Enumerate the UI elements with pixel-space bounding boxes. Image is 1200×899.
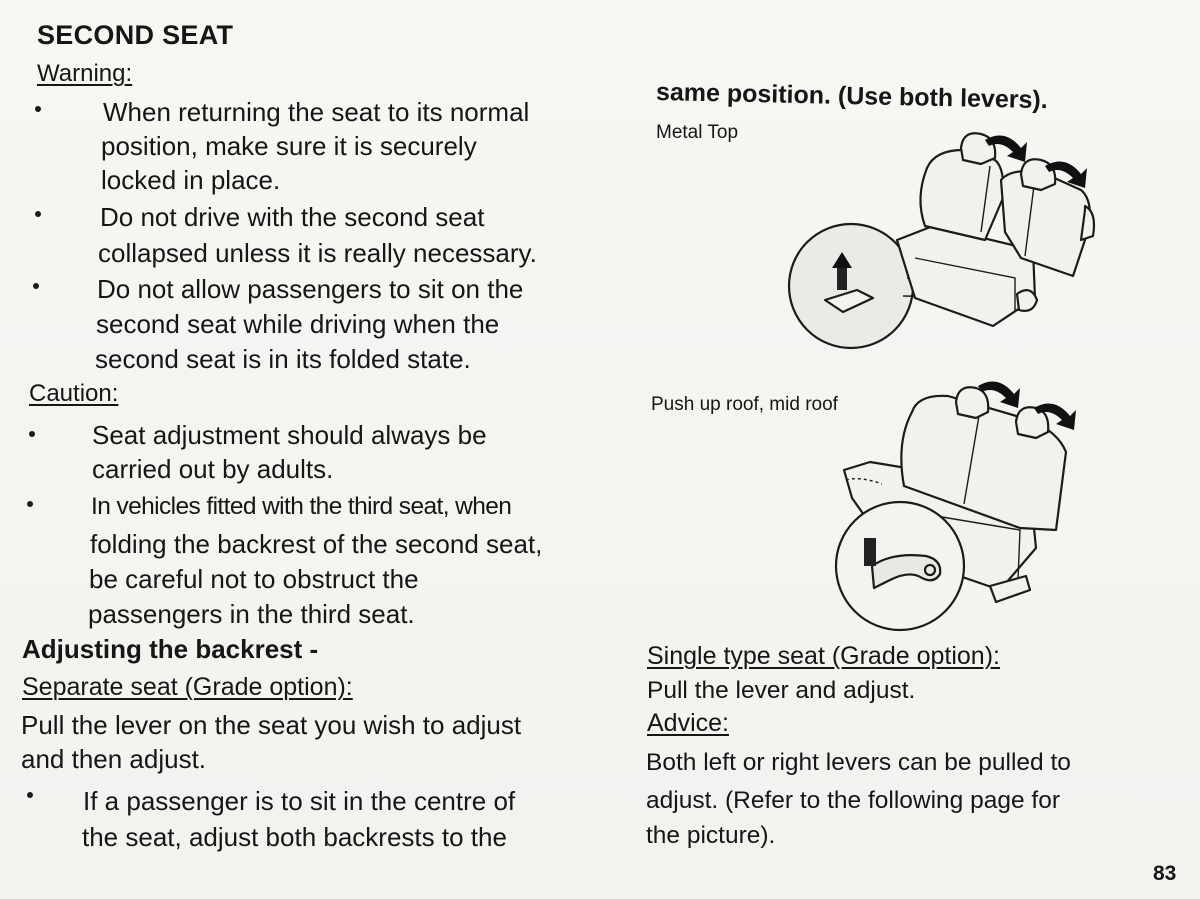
bullet-dot bbox=[29, 431, 35, 437]
caution-label: Caution: bbox=[29, 380, 119, 407]
separate-text-line-1: Pull the lever on the seat you wish to adjust bbox=[21, 710, 522, 740]
page-number: 83 bbox=[1153, 862, 1177, 885]
warning-bullet-3-line-2: second seat while driving when the bbox=[96, 309, 500, 339]
caution-bullet-2-line-4: passengers in the third seat. bbox=[88, 599, 415, 629]
separate-seat-label: Separate seat (Grade option): bbox=[22, 673, 353, 701]
advice-text-line-2: adjust. (Refer to the following page for bbox=[646, 787, 1061, 814]
bullet-dot bbox=[27, 501, 33, 507]
separate-bullet-line-2: the seat, adjust both backrests to the bbox=[82, 822, 507, 852]
warning-bullet-3-line-3: second seat is in its folded state. bbox=[95, 344, 471, 374]
advice-text-line-3: the picture). bbox=[646, 822, 776, 849]
figure-1-caption: Metal Top bbox=[656, 122, 739, 143]
warning-bullet-2-line-2: collapsed unless it is really necessary. bbox=[98, 238, 537, 268]
right-top-text: same position. (Use both levers). bbox=[655, 78, 1048, 115]
warning-bullet-2-line-1: Do not drive with the second seat bbox=[100, 202, 485, 232]
push-up-roof-seat-illustration bbox=[830, 380, 1090, 630]
single-seat-label: Single type seat (Grade option): bbox=[647, 642, 1000, 670]
caution-bullet-2-line-1: In vehicles fitted with the third seat, when bbox=[91, 493, 512, 520]
warning-bullet-1-line-1: When returning the seat to its normal bbox=[103, 97, 530, 127]
backrest-heading: Adjusting the backrest - bbox=[22, 634, 319, 664]
warning-bullet-3-line-1: Do not allow passengers to sit on the bbox=[97, 274, 524, 304]
advice-text-line-1: Both left or right levers can be pulled to bbox=[646, 749, 1071, 776]
caution-bullet-1-line-1: Seat adjustment should always be bbox=[92, 420, 487, 450]
separate-bullet-line-1: If a passenger is to sit in the centre of bbox=[83, 786, 516, 816]
warning-bullet-1-line-3: locked in place. bbox=[101, 165, 281, 195]
bullet-dot bbox=[27, 792, 33, 798]
metal-top-seat-illustration bbox=[785, 128, 1105, 368]
caution-bullet-2-line-3: be careful not to obstruct the bbox=[89, 564, 419, 594]
separate-text-line-2: and then adjust. bbox=[21, 744, 207, 774]
section-title: SECOND SEAT bbox=[37, 20, 234, 50]
caution-bullet-2-line-2: folding the backrest of the second seat, bbox=[90, 529, 543, 559]
single-seat-text: Pull the lever and adjust. bbox=[647, 677, 916, 704]
warning-bullet-1-line-2: position, make sure it is securely bbox=[101, 131, 477, 161]
advice-label: Advice: bbox=[647, 709, 729, 737]
warning-label: Warning: bbox=[37, 60, 133, 87]
bullet-dot bbox=[33, 283, 39, 289]
bullet-dot bbox=[35, 106, 41, 112]
bullet-dot bbox=[35, 211, 41, 217]
figure-2-caption: Push up roof, mid roof bbox=[651, 394, 838, 415]
caution-bullet-1-line-2: carried out by adults. bbox=[92, 454, 334, 484]
